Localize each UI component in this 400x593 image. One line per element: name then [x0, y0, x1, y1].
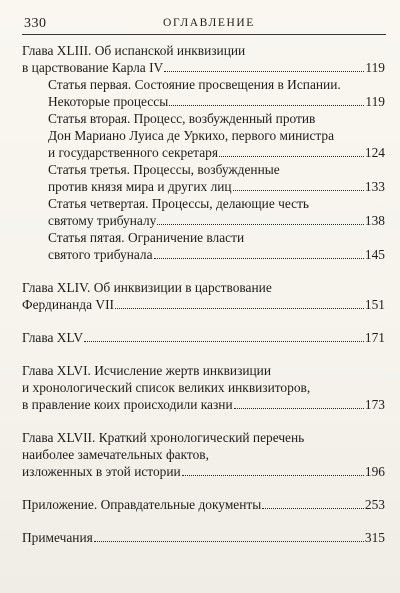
- toc-page-number: 119: [365, 60, 385, 75]
- toc-entry-text: в правление коих происходили казни: [22, 397, 233, 412]
- toc-entry-text: Глава XLVII. Краткий хронологический перечень: [22, 430, 305, 445]
- toc-page-number: 119: [365, 94, 385, 109]
- leader-dots: [262, 497, 364, 509]
- toc-entry-text: Некоторые процессы: [48, 94, 169, 109]
- toc-entry-text: Глава XLIII. Об испанской инквизиции: [22, 43, 246, 58]
- toc-entry-article-5[interactable]: [22, 229, 385, 263]
- toc-entry-leader: [48, 93, 385, 110]
- toc-entry-text: наиболее замечательных фактов,: [22, 447, 209, 462]
- leader-dots: [157, 213, 364, 225]
- toc-entry-leader: [22, 329, 385, 346]
- toc-entry-leader: [48, 144, 385, 161]
- toc-entry-leader: [22, 59, 385, 76]
- leader-dots: [94, 530, 364, 542]
- page-title: ОГЛАВЛЕНИЕ: [163, 17, 255, 29]
- header-divider: [22, 34, 386, 35]
- toc-entry-text: Дон Мариано Луиса де Уркихо, первого министра: [48, 128, 335, 143]
- toc-entry-leader: [22, 529, 385, 546]
- leader-dots: [233, 179, 364, 191]
- leader-dots: [234, 397, 364, 409]
- toc-page-number: 124: [364, 145, 385, 160]
- toc-entry-chapter-44[interactable]: [22, 279, 385, 313]
- toc-entry-leader: [22, 496, 385, 513]
- toc-page-number: 138: [364, 213, 385, 228]
- toc-entry-chapter-45[interactable]: [22, 329, 385, 346]
- toc-entry-text: Фердинанда VII: [22, 297, 114, 312]
- table-of-contents: [22, 42, 385, 546]
- toc-page-number: 315: [364, 530, 385, 545]
- leader-dots: [182, 464, 364, 476]
- toc-entry-chapter-46[interactable]: [22, 362, 385, 413]
- toc-entry-text: Глава XLV: [22, 330, 84, 345]
- toc-entry-text: Статья первая. Состояние просвещения в Испании.: [48, 77, 341, 92]
- toc-entry-text: против князя мира и других лиц: [48, 179, 232, 194]
- toc-entry-text: Статья четвертая. Процессы, делающие честь: [48, 196, 310, 211]
- toc-entry-text: святому трибуналу: [48, 213, 157, 228]
- toc-entry-article-1[interactable]: [22, 76, 385, 110]
- toc-entry-notes[interactable]: [22, 529, 385, 546]
- toc-entry-article-4[interactable]: [22, 195, 385, 229]
- toc-page-number: 173: [364, 397, 385, 412]
- toc-entry-text: Статья вторая. Процесс, возбужденный против: [48, 111, 316, 126]
- toc-page-number: 196: [364, 464, 385, 479]
- toc-entry-leader: [22, 396, 385, 413]
- toc-entry-text: Приложение. Оправдательные документы: [22, 497, 262, 512]
- toc-entry-leader: [48, 212, 385, 229]
- toc-entry-leader: [48, 246, 385, 263]
- leader-dots: [84, 330, 364, 342]
- leader-dots: [219, 145, 364, 157]
- toc-entry-chapter-43[interactable]: [22, 42, 385, 76]
- page-number: 330: [24, 16, 47, 31]
- toc-entry-appendix[interactable]: [22, 496, 385, 513]
- toc-entry-text: Статья пятая. Ограничение власти: [48, 230, 245, 245]
- toc-page-number: 253: [364, 497, 385, 512]
- toc-entry-text: святого трибунала: [48, 247, 153, 262]
- toc-entry-text: Глава XLVI. Исчисление жертв инквизиции: [22, 363, 272, 378]
- leader-dots: [115, 297, 364, 309]
- toc-entry-leader: [22, 296, 385, 313]
- toc-entry-leader: [22, 463, 385, 480]
- leader-dots: [154, 247, 364, 259]
- toc-page-number: 133: [364, 179, 385, 194]
- toc-entry-chapter-47[interactable]: [22, 429, 385, 480]
- leader-dots: [164, 60, 364, 72]
- toc-entry-article-3[interactable]: [22, 161, 385, 195]
- toc-entry-text: и государственного секретаря: [48, 145, 218, 160]
- toc-page-number: 145: [364, 247, 385, 262]
- toc-entry-leader: [48, 178, 385, 195]
- toc-page-number: 151: [364, 297, 385, 312]
- toc-entry-article-2[interactable]: [22, 110, 385, 161]
- page-header: [22, 16, 386, 34]
- leader-dots: [169, 94, 364, 106]
- toc-entry-text: изложенных в этой истории: [22, 464, 181, 479]
- toc-entry-text: в царствование Карла IV: [22, 60, 164, 75]
- toc-entry-text: Примечания: [22, 530, 93, 545]
- toc-entry-text: Статья третья. Процессы, возбужденные: [48, 162, 280, 177]
- toc-entry-text: и хронологический список великих инквизиторов,: [22, 380, 311, 395]
- toc-entry-text: Глава XLIV. Об инквизиции в царствование: [22, 280, 272, 295]
- toc-page-number: 171: [364, 330, 385, 345]
